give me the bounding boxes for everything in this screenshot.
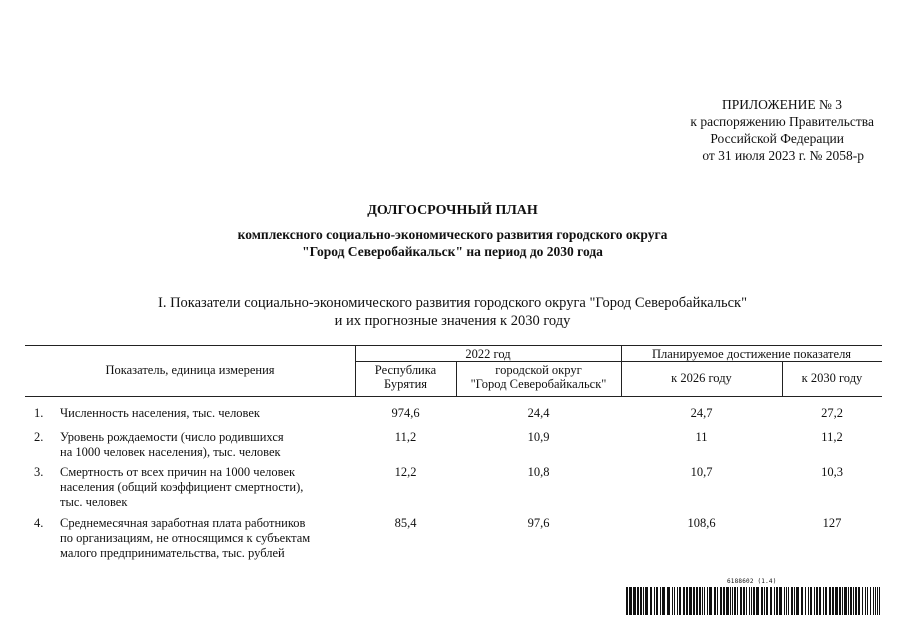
barcode-bar — [702, 587, 703, 615]
value-2026: 11 — [695, 430, 708, 444]
header-republic-line-1: Республика — [374, 363, 437, 377]
value-2026: 108,6 — [687, 516, 716, 530]
barcode-bar — [707, 587, 708, 615]
barcode-bar — [677, 587, 678, 615]
barcode-bar — [749, 587, 750, 615]
value-city: 10,8 — [527, 465, 550, 479]
barcode-bar — [683, 587, 685, 615]
barcode-bar — [726, 587, 729, 615]
barcode-bar — [761, 587, 763, 615]
barcode-bar — [774, 587, 775, 615]
barcode-bar — [829, 587, 831, 615]
barcode-bar — [766, 587, 768, 615]
header-city-line-2: "Город Северобайкальск" — [470, 377, 607, 391]
row-number: 4. — [34, 516, 44, 530]
document-subtitle — [0, 226, 905, 260]
header-plan: Планируемое достижение показателя — [651, 347, 852, 361]
barcode-bar — [842, 587, 843, 615]
barcode-bar — [662, 587, 665, 615]
barcode-bar — [696, 587, 698, 615]
row-indicator-line: на 1000 человек населения), тыс. человек — [60, 445, 281, 459]
barcode-bar — [879, 587, 880, 615]
barcode-bar — [743, 587, 745, 615]
barcode-bar — [714, 587, 716, 615]
value-2030: 27,2 — [821, 406, 843, 420]
barcode-bar — [875, 587, 876, 615]
barcode-bar — [786, 587, 787, 615]
value-2026: 24,7 — [690, 406, 713, 420]
value-2030: 11,2 — [821, 430, 843, 444]
barcode-bar — [720, 587, 722, 615]
barcode-bar — [816, 587, 818, 615]
subtitle-line-1: комплексного социально-экономического развития городского округа — [237, 227, 668, 242]
barcode-bar — [686, 587, 688, 615]
row-indicator-line: Смертность от всех причин на 1000 человек — [60, 465, 296, 479]
barcode-bar — [717, 587, 718, 615]
header-year: 2022 год — [465, 347, 511, 361]
barcode-bar — [672, 587, 673, 615]
barcode-label: 6188602 (1.4) — [727, 578, 777, 585]
barcode-bar — [850, 587, 852, 615]
value-republic: 974,6 — [391, 406, 420, 420]
value-republic: 12,2 — [394, 465, 417, 479]
barcode-bar — [862, 587, 863, 615]
row-indicator-line: Уровень рождаемости (число родившихся — [60, 430, 284, 444]
header-city — [456, 363, 621, 391]
section-title — [0, 294, 905, 330]
appendix-line-2: Российской Федерации — [710, 131, 844, 146]
barcode-bar — [805, 587, 806, 615]
row-indicator — [60, 430, 284, 460]
header-2030: к 2030 году — [801, 371, 863, 385]
value-city: 97,6 — [527, 516, 550, 530]
barcode-bar — [814, 587, 815, 615]
barcode-bar — [873, 587, 874, 615]
barcode-bar — [679, 587, 681, 615]
header-republic-line-2: Бурятия — [383, 377, 428, 391]
barcode-bar — [650, 587, 652, 615]
barcode-bar — [746, 587, 747, 615]
barcode-bar — [867, 587, 868, 615]
barcode-bar — [626, 587, 628, 615]
value-2026: 10,7 — [690, 465, 713, 479]
appendix-title: ПРИЛОЖЕНИЕ № 3 — [721, 97, 842, 112]
barcode-bar — [877, 587, 878, 615]
value-city: 24,4 — [527, 406, 550, 420]
barcode-bar — [839, 587, 841, 615]
row-number: 2. — [34, 430, 44, 444]
barcode-bar — [801, 587, 803, 615]
barcode-bar — [753, 587, 755, 615]
barcode-bar — [770, 587, 772, 615]
barcode-bar — [794, 587, 795, 615]
barcode-bar — [835, 587, 838, 615]
barcode-bar — [825, 587, 827, 615]
barcode-bar — [788, 587, 789, 615]
value-republic: 85,4 — [394, 516, 417, 530]
row-indicator-line: тыс. человек — [60, 495, 128, 509]
header-bottom-border — [25, 396, 882, 397]
row-number: 1. — [34, 406, 44, 420]
barcode-bar — [656, 587, 658, 615]
barcode-bar — [855, 587, 857, 615]
row-indicator — [60, 516, 310, 561]
barcode-bar — [858, 587, 860, 615]
barcode-bar — [637, 587, 639, 615]
header-divider — [355, 361, 882, 362]
barcode-bar — [734, 587, 736, 615]
barcode-bar — [870, 587, 871, 615]
row-number: 3. — [34, 465, 44, 479]
section-line-1: I. Показатели социально-экономического развития городского округа "Город Северобайкальск" — [157, 295, 748, 311]
barcode-bar — [865, 587, 866, 615]
barcode-bar — [819, 587, 821, 615]
indicators-table — [25, 345, 882, 560]
barcode-bar — [633, 587, 636, 615]
barcode-bar — [689, 587, 692, 615]
barcode-bar — [654, 587, 655, 615]
row-indicator — [60, 406, 260, 421]
header-indicator: Показатель, единица измерения — [105, 363, 275, 377]
barcode-bar — [784, 587, 785, 615]
barcode-bar — [740, 587, 742, 615]
barcode-bar — [756, 587, 759, 615]
table-top-border — [25, 345, 882, 346]
barcode-bar — [737, 587, 738, 615]
barcode-bar — [645, 587, 648, 615]
value-2030: 10,3 — [821, 465, 843, 479]
barcode-bar — [693, 587, 695, 615]
barcode-bar — [709, 587, 712, 615]
row-indicator-line: населения (общий коэффициент смертности), — [60, 480, 304, 494]
header-2026: к 2026 году — [671, 371, 732, 385]
barcode-bar — [791, 587, 793, 615]
barcode-bar — [699, 587, 701, 615]
barcode-bar — [629, 587, 632, 615]
section-line-2: и их прогнозные значения к 2030 году — [334, 313, 571, 329]
document-title: ДОЛГОСРОЧНЫЙ ПЛАН — [367, 203, 538, 218]
subtitle-line-2: "Город Северобайкальск" на период до 2030 года — [302, 244, 603, 259]
barcode-bar — [808, 587, 809, 615]
barcode-icon — [626, 587, 880, 615]
barcode-bar — [732, 587, 733, 615]
barcode-bar — [640, 587, 642, 615]
barcode-bar — [643, 587, 644, 615]
barcode-bar — [823, 587, 824, 615]
value-2030: 127 — [822, 516, 842, 530]
barcode-bar — [844, 587, 847, 615]
header-city-line-1: городской округ — [495, 363, 582, 377]
barcode-bar — [667, 587, 670, 615]
row-indicator-line: по организациям, не относящимся к субъектам — [60, 531, 311, 545]
header-republic — [355, 363, 456, 391]
value-republic: 11,2 — [394, 430, 417, 444]
row-indicator — [60, 465, 303, 510]
barcode-bar — [796, 587, 799, 615]
barcode-bar — [776, 587, 778, 615]
barcode-bar — [751, 587, 752, 615]
appendix-block — [614, 96, 874, 164]
row-indicator-line: Среднемесячная заработная плата работников — [60, 516, 306, 530]
barcode-bar — [660, 587, 661, 615]
appendix-line-3: от 31 июля 2023 г. № 2058-р — [702, 148, 864, 163]
value-city: 10,9 — [527, 430, 550, 444]
barcode-bar — [848, 587, 849, 615]
barcode-bar — [764, 587, 765, 615]
barcode-bar — [810, 587, 812, 615]
row-indicator-line: малого предпринимательства, тыс. рублей — [60, 546, 285, 560]
row-indicator-line: Численность населения, тыс. человек — [60, 406, 261, 420]
appendix-line-1: к распоряжению Правительства — [690, 114, 874, 129]
barcode-bar — [730, 587, 731, 615]
barcode-bar — [779, 587, 782, 615]
barcode-bar — [832, 587, 834, 615]
barcode-bar — [853, 587, 854, 615]
barcode-bar — [674, 587, 675, 615]
barcode-bar — [723, 587, 725, 615]
barcode-bar — [704, 587, 705, 615]
